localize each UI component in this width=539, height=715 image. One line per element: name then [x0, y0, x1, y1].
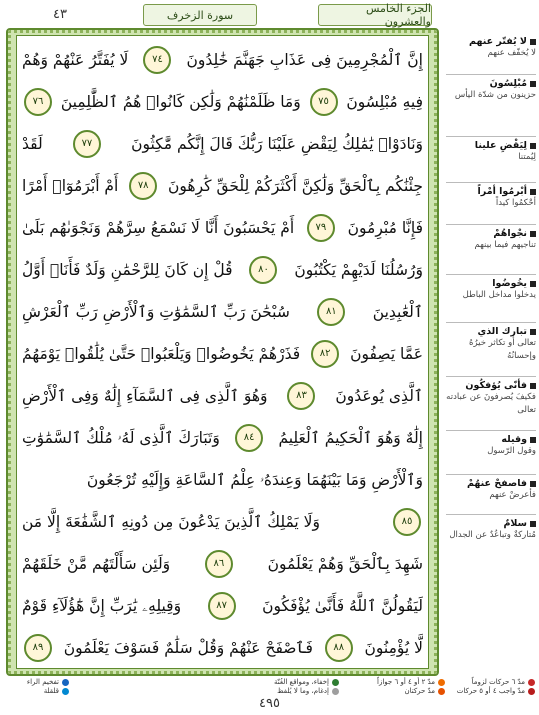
- color-swatch-icon: [438, 679, 445, 686]
- color-swatch-icon: [528, 679, 535, 686]
- glossary-meaning: فأعرضْ عنهم: [489, 490, 536, 500]
- ayah-number-marker: ٨٠: [249, 256, 277, 284]
- glossary-item: [446, 478, 536, 502]
- glossary-meaning: أحْكمُوا كيداً: [495, 198, 536, 208]
- verse-line: [22, 543, 423, 585]
- glossary-divider: [446, 182, 536, 183]
- verse-line: [22, 39, 423, 81]
- color-swatch-icon: [528, 688, 535, 695]
- verse-line: [22, 291, 423, 333]
- verse-line: [22, 459, 423, 501]
- verse-text: وَتَبَارَكَ ٱلَّذِى لَهُۥ مُلْكُ ٱلسَّمَٰوَٰتِ: [22, 429, 220, 447]
- glossary-meaning: لا يُخفّف عنهم: [487, 48, 536, 58]
- verse-line: [22, 165, 423, 207]
- glossary-divider: [446, 274, 536, 275]
- ayah-number-marker: ٨٧: [208, 592, 236, 620]
- glossary-item: [446, 36, 536, 60]
- glossary-panel: [446, 36, 536, 676]
- square-bullet-icon: [530, 383, 536, 389]
- glossary-item: [446, 228, 536, 252]
- glossary-divider: [446, 74, 536, 75]
- glossary-item: [446, 186, 536, 210]
- glossary-item: [446, 326, 536, 363]
- ayah-number-marker: ٧٥: [310, 88, 338, 116]
- ayah-number-marker: ٨١: [317, 298, 345, 326]
- glossary-divider: [446, 322, 536, 323]
- glossary-meaning: يدخلوا مداخل الباطل: [462, 290, 536, 300]
- verse-text: وَهُوَ ٱلَّذِى فِى ٱلسَّمَآءِ إِلَٰهٌ وَفِى ٱلْأَرْضِ: [22, 387, 268, 405]
- glossary-item: [446, 380, 536, 417]
- square-bullet-icon: [530, 437, 536, 443]
- surah-number: ٤٣: [53, 6, 67, 22]
- glossary-word: نجْواهُمْ: [493, 228, 527, 239]
- glossary-item: [446, 78, 536, 102]
- glossary-meaning: حزينون من شدّة اليأس: [454, 90, 536, 100]
- glossary-word: مُبْلِسُونَ: [489, 78, 527, 89]
- ayah-number-marker: ٨٢: [311, 340, 339, 368]
- square-bullet-icon: [530, 521, 536, 527]
- verse-line: [22, 249, 423, 291]
- glossary-meaning: تعالى أو تكاثر خيرُهُ وإحسانُهُ: [469, 338, 536, 361]
- color-swatch-icon: [62, 688, 69, 695]
- verse-text: وَقِيلِهِۦ يَٰرَبِّ إِنَّ هَٰٓؤُلَآءِ قَوْمٌ: [22, 597, 182, 615]
- glossary-word: لِيَقْضِ علينا: [474, 140, 527, 151]
- ayah-number-marker: ٨٥: [393, 508, 421, 536]
- square-bullet-icon: [530, 143, 536, 149]
- legend-label: إخفاء، ومواقع الغُنّة: [273, 678, 329, 686]
- tajweed-legend: [0, 678, 539, 696]
- glossary-divider: [446, 224, 536, 225]
- verse-line: [22, 417, 423, 459]
- square-bullet-icon: [530, 329, 536, 335]
- juz-title: الجزء الخامس والعشرون: [318, 4, 432, 26]
- glossary-word: أبْرمُوا أمْراً: [477, 186, 527, 197]
- ayah-number-marker: ٨٤: [235, 424, 263, 452]
- ayah-number-marker: ٧٤: [143, 46, 171, 74]
- glossary-divider: [446, 430, 536, 431]
- verse-text: لَيَقُولُنَّ ٱللَّهُ فَأَنَّىٰ يُؤْفَكُونَ: [262, 597, 423, 615]
- glossary-word: فاصفحْ عنهُمْ: [466, 478, 527, 489]
- verse-text: وَمَا ظَلَمْنَٰهُمْ وَلَٰكِن كَانُوا۟ هُمُ ٱلظَّٰلِمِينَ: [60, 93, 301, 111]
- verse-text: أَمْ يَحْسَبُونَ أَنَّا لَا نَسْمَعُ سِرَّهُمْ وَنَجْوَىٰهُم بَلَىٰ: [22, 219, 295, 237]
- page-number: ٤٩٥: [259, 696, 280, 711]
- legend-label: مدّ واجب ٤ أو ٥ حركات: [456, 687, 525, 695]
- square-bullet-icon: [530, 231, 536, 237]
- glossary-meaning: لِيُمتنا: [518, 152, 536, 162]
- square-bullet-icon: [530, 281, 536, 287]
- legend-label: إدغام، وما لا يُلفظ: [277, 687, 329, 695]
- color-swatch-icon: [438, 688, 445, 695]
- glossary-meaning: وقول الرّسول: [487, 446, 536, 456]
- verse-text: فَإِنَّا مُبْرِمُونَ: [347, 219, 423, 237]
- legend-label: مدّ ٢ أو ٤ أو ٦ جوازاً: [377, 678, 435, 686]
- legend-item: [44, 687, 69, 695]
- legend-item: [274, 678, 339, 686]
- legend-item: [457, 687, 535, 695]
- verse-text: عَمَّا يَصِفُونَ: [350, 345, 423, 363]
- glossary-meaning: فكيفَ يُصرفونَ عن عبادته تعالى: [446, 392, 536, 415]
- verse-text: وَٱلْأَرْضِ وَمَا بَيْنَهُمَا وَعِندَهُۥ عِلْمُ ٱلسَّاعَةِ وَإِلَيْهِ تُرْجَعُونَ: [86, 471, 423, 489]
- ayah-number-marker: ٨٩: [24, 634, 52, 662]
- color-swatch-icon: [62, 679, 69, 686]
- glossary-word: لا يُفتّر عنهم: [469, 36, 527, 47]
- verse-text: فِيهِ مُبْلِسُونَ: [346, 93, 423, 111]
- ayah-number-marker: ٧٨: [129, 172, 157, 200]
- glossary-divider: [446, 514, 536, 515]
- verse-line: [22, 81, 423, 123]
- color-swatch-icon: [332, 688, 339, 695]
- verse-text: وَرُسُلُنَا لَدَيْهِمْ يَكْتُبُونَ: [294, 261, 423, 279]
- verse-text: وَلَئِن سَأَلْتَهُم مَّنْ خَلَقَهُمْ: [22, 555, 171, 573]
- glossary-item: [446, 140, 536, 164]
- glossary-word: سلامٌ: [503, 518, 527, 529]
- ayah-number-marker: ٧٧: [73, 130, 101, 158]
- verse-text: فَٱصْفَحْ عَنْهُمْ وَقُلْ سَلَٰمٌ فَسَوْفَ يَعْلَمُونَ: [63, 639, 313, 657]
- legend-item: [404, 687, 445, 695]
- legend-label: تفخيم الراء: [26, 678, 59, 686]
- verse-line: [22, 207, 423, 249]
- legend-item: [277, 687, 339, 695]
- verse-line: [22, 375, 423, 417]
- glossary-item: [446, 518, 536, 542]
- glossary-word: يخُوضُوا: [492, 278, 527, 289]
- verse-text: إِلَٰهٌ وَهُوَ ٱلْحَكِيمُ ٱلْعَلِيمُ: [278, 429, 423, 447]
- glossary-word: تبارك الذي: [477, 326, 527, 337]
- ayah-number-marker: ٧٩: [307, 214, 335, 242]
- verse-line: [22, 585, 423, 627]
- square-bullet-icon: [530, 81, 536, 87]
- legend-item: [377, 678, 445, 686]
- glossary-divider: [446, 474, 536, 475]
- glossary-divider: [446, 376, 536, 377]
- verse-line: [22, 123, 423, 165]
- verse-text: لَّا يُؤْمِنُونَ: [364, 639, 423, 657]
- glossary-word: فأنّى يُؤفكُون: [465, 380, 527, 391]
- square-bullet-icon: [530, 189, 536, 195]
- verse-text: فَذَرْهُمْ يَخُوضُوا۟ وَيَلْعَبُوا۟ حَتَّىٰ يُلَٰقُوا۟ يَوْمَهُمُ: [22, 345, 301, 363]
- ayah-number-marker: ٨٦: [205, 550, 233, 578]
- verse-text: ٱلَّذِى يُوعَدُونَ: [335, 387, 423, 405]
- verse-text: ٱلْعَٰبِدِينَ: [372, 303, 423, 321]
- legend-label: قلقلة: [43, 687, 59, 695]
- verse-text: وَلَا يَمْلِكُ ٱلَّذِينَ يَدْعُونَ مِن دُونِهِ ٱلشَّفَٰعَةَ إِلَّا مَن: [22, 513, 320, 531]
- verse-text: وَنَادَوْا۟ يَٰمَٰلِكُ لِيَقْضِ عَلَيْنَا رَبُّكَ قَالَ إِنَّكُم مَّٰكِثُونَ: [131, 135, 423, 153]
- verse-line: [22, 627, 423, 669]
- verse-line: [22, 333, 423, 375]
- legend-item: [472, 678, 535, 686]
- verse-text: أَمْ أَبْرَمُوٓا۟ أَمْرًا: [22, 177, 119, 195]
- glossary-word: وقيله: [501, 434, 527, 445]
- surah-title: سورة الزخرف: [143, 4, 257, 26]
- glossary-divider: [446, 136, 536, 137]
- glossary-item: [446, 434, 536, 458]
- square-bullet-icon: [530, 481, 536, 487]
- verse-text: إِنَّ ٱلْمُجْرِمِينَ فِى عَذَابِ جَهَنَّمَ خَٰلِدُونَ: [186, 51, 423, 69]
- ayah-number-marker: ٨٨: [325, 634, 353, 662]
- verse-lines: [16, 35, 429, 669]
- legend-label: مدّ حركتان: [404, 687, 435, 695]
- glossary-meaning: مُتاركةٌ وتباعُدٌ عن الجدال: [449, 530, 536, 540]
- ayah-number-marker: ٧٦: [24, 88, 52, 116]
- verse-line: [22, 501, 423, 543]
- verse-text: قُلْ إِن كَانَ لِلرَّحْمَٰنِ وَلَدٌ فَأَنَا۠ أَوَّلُ: [22, 261, 233, 279]
- verse-text: جِئْنَٰكُم بِٱلْحَقِّ وَلَٰكِنَّ أَكْثَرَكُمْ لِلْحَقِّ كَٰرِهُونَ: [168, 177, 423, 195]
- legend-label: مدّ ٦ حركات لزوماً: [471, 678, 525, 686]
- verse-text: لَا يُفَتَّرُ عَنْهُمْ وَهُمْ: [22, 51, 129, 69]
- glossary-meaning: تناجيهم فيما بينهم: [474, 240, 536, 250]
- verse-text: لَقَدْ: [22, 135, 43, 153]
- verse-text: شَهِدَ بِٱلْحَقِّ وَهُمْ يَعْلَمُونَ: [267, 555, 423, 573]
- ayah-number-marker: ٨٣: [287, 382, 315, 410]
- color-swatch-icon: [332, 679, 339, 686]
- glossary-item: [446, 278, 536, 302]
- legend-item: [27, 678, 69, 686]
- verse-text: سُبْحَٰنَ رَبِّ ٱلسَّمَٰوَٰتِ وَٱلْأَرْضِ رَبِّ ٱلْعَرْشِ: [22, 303, 290, 321]
- square-bullet-icon: [530, 39, 536, 45]
